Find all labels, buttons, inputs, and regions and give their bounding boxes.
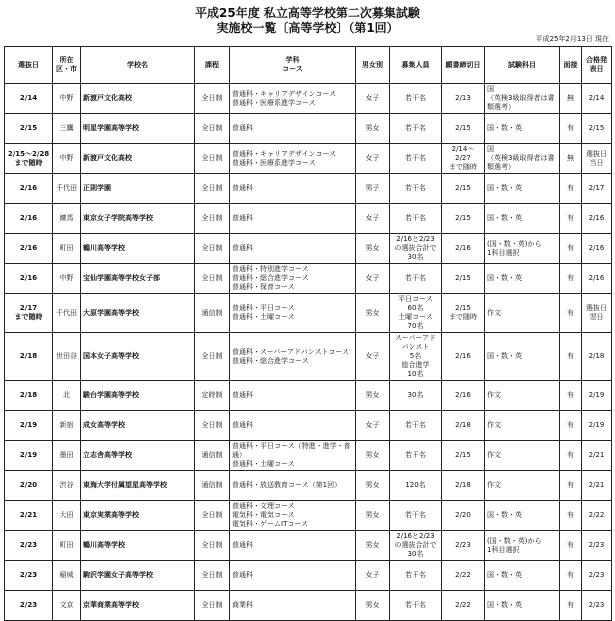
application-deadline-cell: 2/15: [442, 174, 485, 204]
header-cell: 課程: [195, 47, 230, 84]
school-name-cell: 成女高等学校: [81, 411, 195, 441]
interview-cell: 有: [560, 333, 582, 381]
table-row: [5, 531, 612, 561]
location-cell: 墨田: [53, 441, 81, 471]
result-date-cell: 2/17: [582, 174, 612, 204]
application-deadline-cell: 2/16: [442, 333, 485, 381]
department-course-cell: 普通科・キャリアデザインコース 普通科・医療系進学コース: [230, 144, 356, 174]
school-name-cell: 東京実業高等学校: [81, 501, 195, 531]
selection-date-cell: 2/23: [5, 561, 53, 591]
selection-date-cell: 2/18: [5, 381, 53, 411]
department-course-cell: 商業科: [230, 591, 356, 621]
program-cell: 全日制: [195, 84, 230, 114]
department-course-cell: 普通科: [230, 234, 356, 264]
interview-cell: 無: [560, 144, 582, 174]
school-name-cell: 駿台学園高等学校: [81, 381, 195, 411]
school-name-cell: 京華商業高等学校: [81, 591, 195, 621]
department-course-cell: 普通科: [230, 204, 356, 234]
gender-cell: 男女: [356, 501, 390, 531]
application-deadline-cell: 2/16: [442, 381, 485, 411]
school-name-cell: 東京女子学院高等学校: [81, 204, 195, 234]
selection-date-cell: 2/20: [5, 471, 53, 501]
gender-cell: 男女: [356, 441, 390, 471]
exam-subjects-cell: 作文: [485, 471, 560, 501]
selection-date-cell: 2/15～2/28 まで随時: [5, 144, 53, 174]
application-deadline-cell: 2/15 まで随時: [442, 294, 485, 333]
capacity-cell: 若干名: [390, 591, 442, 621]
exam-subjects-cell: 国・数・英: [485, 264, 560, 294]
gender-cell: 男子: [356, 174, 390, 204]
exam-subjects-cell: (国・数・英)から 1科目選択: [485, 531, 560, 561]
program-cell: 全日制: [195, 591, 230, 621]
location-cell: 三鷹: [53, 114, 81, 144]
location-cell: 中野: [53, 84, 81, 114]
interview-cell: 有: [560, 204, 582, 234]
table-row: [5, 114, 612, 144]
location-cell: 町田: [53, 531, 81, 561]
application-deadline-cell: 2/15: [442, 264, 485, 294]
school-name-cell: 国本女子高等学校: [81, 333, 195, 381]
application-deadline-cell: 2/20: [442, 501, 485, 531]
location-cell: 千代田: [53, 174, 81, 204]
application-deadline-cell: 2/15: [442, 441, 485, 471]
table-row: [5, 471, 612, 501]
result-date-cell: 2/21: [582, 471, 612, 501]
result-date-cell: 2/22: [582, 501, 612, 531]
capacity-cell: 若干名: [390, 501, 442, 531]
capacity-cell: 若干名: [390, 441, 442, 471]
selection-date-cell: 2/21: [5, 501, 53, 531]
location-cell: 町田: [53, 234, 81, 264]
program-cell: 通信制: [195, 471, 230, 501]
interview-cell: 有: [560, 471, 582, 501]
selection-date-cell: 2/19: [5, 411, 53, 441]
selection-date-cell: 2/17 まで随時: [5, 294, 53, 333]
gender-cell: 女子: [356, 561, 390, 591]
location-cell: 大田: [53, 501, 81, 531]
interview-cell: 有: [560, 381, 582, 411]
table-row: [5, 294, 612, 333]
exam-subjects-cell: 国 （英検3級取得者は書類選考）: [485, 144, 560, 174]
header-cell: 男女別: [356, 47, 390, 84]
selection-date-cell: 2/16: [5, 264, 53, 294]
header-row: [5, 47, 612, 84]
title-line-2: 実施校一覧〔高等学校〕（第1回）: [216, 21, 399, 35]
capacity-cell: 平日コース 60名 土曜コース 70名: [390, 294, 442, 333]
table-row: [5, 411, 612, 441]
school-name-cell: 宝仙学園高等学校女子部: [81, 264, 195, 294]
exam-subjects-cell: 国・数・英: [485, 591, 560, 621]
school-name-cell: 立志舎高等学校: [81, 441, 195, 471]
table-row: [5, 204, 612, 234]
capacity-cell: 若干名: [390, 84, 442, 114]
location-cell: 世田谷: [53, 333, 81, 381]
program-cell: 全日制: [195, 234, 230, 264]
capacity-cell: 30名: [390, 381, 442, 411]
exam-subjects-cell: 作文: [485, 294, 560, 333]
table-row: [5, 174, 612, 204]
exam-subjects-cell: 作文: [485, 411, 560, 441]
department-course-cell: 普通科: [230, 531, 356, 561]
capacity-cell: 若干名: [390, 144, 442, 174]
department-course-cell: 普通科・特別進学コース 普通科・総合進学コース 普通科・保育コース: [230, 264, 356, 294]
table-row: [5, 381, 612, 411]
application-deadline-cell: 2/18: [442, 411, 485, 441]
location-cell: 北: [53, 381, 81, 411]
department-course-cell: 普通科・スーパーアドバンストコース 普通科・総合進学コース: [230, 333, 356, 381]
interview-cell: 有: [560, 531, 582, 561]
interview-cell: 有: [560, 174, 582, 204]
capacity-cell: 若干名: [390, 204, 442, 234]
header-cell: 学校名: [81, 47, 195, 84]
gender-cell: 女子: [356, 333, 390, 381]
school-name-cell: 明星学園高等学校: [81, 114, 195, 144]
table-row: [5, 561, 612, 591]
application-deadline-cell: 2/14～2/27 まで随時: [442, 144, 485, 174]
gender-cell: 女子: [356, 264, 390, 294]
gender-cell: 男女: [356, 531, 390, 561]
school-name-cell: 駒沢学園女子高等学校: [81, 561, 195, 591]
result-date-cell: 2/16: [582, 204, 612, 234]
capacity-cell: 120名: [390, 471, 442, 501]
application-deadline-cell: 2/15: [442, 204, 485, 234]
capacity-cell: 若干名: [390, 114, 442, 144]
department-course-cell: 普通科: [230, 114, 356, 144]
capacity-cell: 若干名: [390, 264, 442, 294]
exam-subjects-cell: 国・数・英: [485, 114, 560, 144]
program-cell: 全日制: [195, 144, 230, 174]
program-cell: 全日制: [195, 114, 230, 144]
location-cell: 練馬: [53, 204, 81, 234]
program-cell: 全日制: [195, 174, 230, 204]
location-cell: 中野: [53, 264, 81, 294]
result-date-cell: 2/23: [582, 531, 612, 561]
header-cell: 面接: [560, 47, 582, 84]
program-cell: 全日制: [195, 411, 230, 441]
gender-cell: 女子: [356, 411, 390, 441]
capacity-cell: 2/16と2/23 の選抜合計で 30名: [390, 234, 442, 264]
school-name-cell: 新渡戸文化高校: [81, 144, 195, 174]
selection-date-cell: 2/16: [5, 174, 53, 204]
capacity-cell: 2/16と2/23 の選抜合計で 30名: [390, 531, 442, 561]
location-cell: 文京: [53, 591, 81, 621]
selection-date-cell: 2/14: [5, 84, 53, 114]
gender-cell: 女子: [356, 204, 390, 234]
capacity-cell: 若干名: [390, 174, 442, 204]
application-deadline-cell: 2/22: [442, 561, 485, 591]
table-row: [5, 264, 612, 294]
department-course-cell: 普通科・平日コース 普通科・土曜コース: [230, 294, 356, 333]
table-row: [5, 333, 612, 381]
application-deadline-cell: 2/18: [442, 471, 485, 501]
exam-subjects-cell: 国 （英検3級取得者は書類選考）: [485, 84, 560, 114]
program-cell: 全日制: [195, 501, 230, 531]
result-date-cell: 選抜日翌日: [582, 294, 612, 333]
department-course-cell: 普通科・放送教育コース（第1回）: [230, 471, 356, 501]
header-cell: 所在 区・市: [53, 47, 81, 84]
header-cell: 試験科目: [485, 47, 560, 84]
capacity-cell: 若干名: [390, 411, 442, 441]
exam-subjects-cell: 作文: [485, 381, 560, 411]
capacity-cell: 若干名: [390, 561, 442, 591]
table-row: [5, 144, 612, 174]
gender-cell: 男女: [356, 381, 390, 411]
application-deadline-cell: 2/23: [442, 531, 485, 561]
interview-cell: 有: [560, 591, 582, 621]
gender-cell: 男女: [356, 114, 390, 144]
result-date-cell: 2/16: [582, 264, 612, 294]
gender-cell: 女子: [356, 144, 390, 174]
department-course-cell: 普通科・平日コース（特進・進学・普通） 普通科・土曜コース: [230, 441, 356, 471]
exam-subjects-cell: 国・数・英: [485, 501, 560, 531]
program-cell: 通信制: [195, 294, 230, 333]
gender-cell: 男女: [356, 294, 390, 333]
interview-cell: 有: [560, 501, 582, 531]
schools-table: [4, 46, 612, 621]
header-cell: 選抜日: [5, 47, 53, 84]
location-cell: 中野: [53, 144, 81, 174]
school-name-cell: 新渡戸文化高校: [81, 84, 195, 114]
department-course-cell: 普通科: [230, 561, 356, 591]
selection-date-cell: 2/16: [5, 204, 53, 234]
table-row: [5, 234, 612, 264]
program-cell: 通信制: [195, 441, 230, 471]
result-date-cell: 2/18: [582, 333, 612, 381]
application-deadline-cell: 2/15: [442, 114, 485, 144]
school-name-cell: 鶴川高等学校: [81, 531, 195, 561]
interview-cell: 無: [560, 84, 582, 114]
interview-cell: 有: [560, 264, 582, 294]
location-cell: 新宿: [53, 411, 81, 441]
result-date-cell: 2/19: [582, 381, 612, 411]
program-cell: 全日制: [195, 204, 230, 234]
selection-date-cell: 2/23: [5, 591, 53, 621]
location-cell: 渋谷: [53, 471, 81, 501]
location-cell: 稲城: [53, 561, 81, 591]
table-row: [5, 591, 612, 621]
program-cell: 全日制: [195, 333, 230, 381]
table-row: [5, 501, 612, 531]
header-cell: 合格発表日: [582, 47, 612, 84]
selection-date-cell: 2/18: [5, 333, 53, 381]
exam-subjects-cell: 国・数・英: [485, 333, 560, 381]
document-title: [0, 6, 615, 36]
exam-subjects-cell: 国・数・英: [485, 174, 560, 204]
interview-cell: 有: [560, 234, 582, 264]
program-cell: 全日制: [195, 531, 230, 561]
school-name-cell: 東海大学付属望星高等学校: [81, 471, 195, 501]
exam-subjects-cell: 作文: [485, 441, 560, 471]
result-date-cell: 2/19: [582, 411, 612, 441]
result-date-cell: 2/21: [582, 441, 612, 471]
interview-cell: 有: [560, 441, 582, 471]
result-date-cell: 2/15: [582, 114, 612, 144]
department-course-cell: 普通科・キャリアデザインコース 普通科・医療系進学コース: [230, 84, 356, 114]
program-cell: 定時制: [195, 381, 230, 411]
result-date-cell: 2/14: [582, 84, 612, 114]
department-course-cell: 普通科: [230, 381, 356, 411]
selection-date-cell: 2/15: [5, 114, 53, 144]
result-date-cell: 2/16: [582, 234, 612, 264]
school-name-cell: 正則学園: [81, 174, 195, 204]
table-row: [5, 441, 612, 471]
gender-cell: 女子: [356, 84, 390, 114]
result-date-cell: 選抜日当日: [582, 144, 612, 174]
department-course-cell: 普通科: [230, 411, 356, 441]
result-date-cell: 2/23: [582, 561, 612, 591]
exam-subjects-cell: 国・数・英: [485, 204, 560, 234]
selection-date-cell: 2/19: [5, 441, 53, 471]
application-deadline-cell: 2/13: [442, 84, 485, 114]
result-date-cell: 2/23: [582, 591, 612, 621]
header-cell: 願書締切日: [442, 47, 485, 84]
program-cell: 全日制: [195, 561, 230, 591]
as-of-date: 平成25年2月13日 現在: [535, 35, 609, 43]
table-body: [5, 84, 612, 621]
school-name-cell: 大原学園高等学校: [81, 294, 195, 333]
capacity-cell: スーパーアドバンスト 5名 総合進学 10名: [390, 333, 442, 381]
department-course-cell: 普通科: [230, 174, 356, 204]
selection-date-cell: 2/23: [5, 531, 53, 561]
program-cell: 全日制: [195, 264, 230, 294]
gender-cell: 男女: [356, 234, 390, 264]
application-deadline-cell: 2/22: [442, 591, 485, 621]
interview-cell: 有: [560, 294, 582, 333]
table-row: [5, 84, 612, 114]
location-cell: 千代田: [53, 294, 81, 333]
header-cell: 学科 コース: [230, 47, 356, 84]
interview-cell: 有: [560, 114, 582, 144]
gender-cell: 男女: [356, 471, 390, 501]
gender-cell: 男女: [356, 591, 390, 621]
department-course-cell: 普通科・文理コース 電気科・電気コース 電気科・ゲームITコース: [230, 501, 356, 531]
interview-cell: 有: [560, 561, 582, 591]
selection-date-cell: 2/16: [5, 234, 53, 264]
application-deadline-cell: 2/16: [442, 234, 485, 264]
header-cell: 募集人員: [390, 47, 442, 84]
exam-subjects-cell: (国・数・英)から 1科目選択: [485, 234, 560, 264]
exam-subjects-cell: 国・数・英: [485, 561, 560, 591]
title-line-1: 平成25年度 私立高等学校第二次募集試験: [195, 6, 420, 20]
school-name-cell: 鶴川高等学校: [81, 234, 195, 264]
interview-cell: 有: [560, 411, 582, 441]
